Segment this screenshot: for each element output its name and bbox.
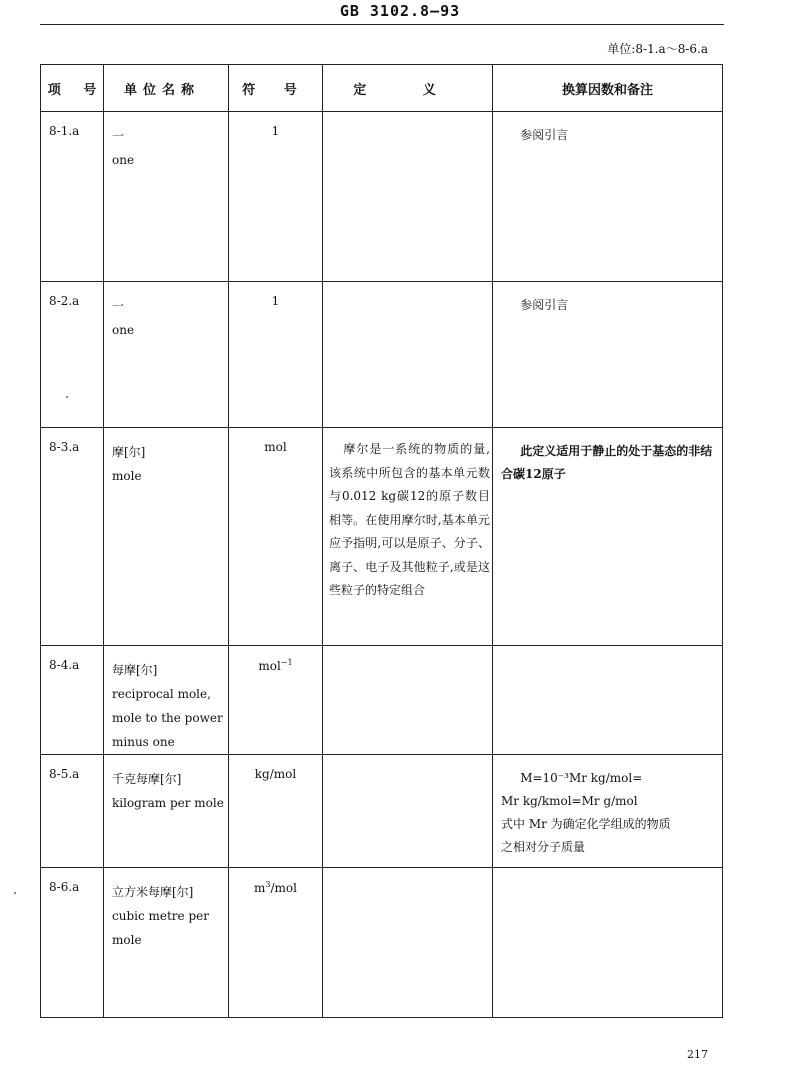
- unit-name-cn: 摩[尔]: [112, 445, 146, 459]
- symbol-base: m: [254, 881, 266, 895]
- cell-item: 8-6.a: [41, 868, 104, 1018]
- cell-notes: [493, 646, 723, 755]
- header-item-number: 项 号: [41, 65, 104, 112]
- table-row: [41, 755, 723, 868]
- table-header-row: [41, 65, 723, 112]
- symbol-base: mol: [258, 659, 281, 673]
- header-definition: 定 义: [323, 65, 493, 112]
- unit-range-label: 单位:8-1.a～8-6.a: [607, 42, 708, 56]
- unit-name-cn: 每摩[尔]: [112, 663, 158, 677]
- symbol-tail: /mol: [270, 881, 297, 895]
- cell-name: [104, 428, 229, 646]
- header-notes: 换算因数和备注: [493, 65, 723, 112]
- notes-line: 之相对分子质量: [501, 840, 586, 854]
- table-row: [41, 282, 723, 428]
- cell-name: [104, 755, 229, 868]
- notes-text: 参阅引言: [520, 128, 569, 142]
- unit-name-cn: 一: [112, 299, 125, 313]
- cell-symbol: mol: [229, 428, 323, 646]
- notes-text: 此定义适用于静止的处于基态的非结合碳12原子: [501, 444, 713, 481]
- symbol-exponent: 3: [265, 880, 271, 889]
- cell-symbol: 1: [229, 112, 323, 282]
- units-table: [40, 64, 723, 1018]
- definition-text: 摩尔是一系统的物质的量,该系统中所包含的基本单元数与0.012 kg碳12的原子数目相等。在使用摩尔时,基本单元应予指明,可以是原子、分子、离子、电子及其他粒子,或是这些粒子的特定组合: [329, 442, 490, 597]
- unit-name-en: mole: [112, 469, 142, 483]
- table-row: [41, 646, 723, 755]
- cell-definition: [323, 755, 493, 868]
- table-row: [41, 428, 723, 646]
- unit-name-cn: 立方米每摩[尔]: [112, 885, 194, 899]
- header-symbol: 符 号: [229, 65, 323, 112]
- unit-name-en: cubic metre per mole: [112, 909, 209, 947]
- scan-speck: [66, 396, 68, 398]
- notes-text: 参阅引言: [520, 298, 569, 312]
- unit-name-en: one: [112, 153, 135, 167]
- cell-notes: [493, 112, 723, 282]
- notes-line: M=10⁻³Mr kg/mol=: [520, 771, 643, 785]
- notes-line: 式中 Mr 为确定化学组成的物质: [501, 817, 671, 831]
- cell-name: [104, 282, 229, 428]
- cell-item: 8-1.a: [41, 112, 104, 282]
- cell-notes: [493, 428, 723, 646]
- cell-definition: [323, 646, 493, 755]
- header-unit-name: 单位名称: [104, 65, 229, 112]
- standard-code: GB 3102.8—93: [339, 2, 461, 20]
- cell-item: 8-2.a: [41, 282, 104, 428]
- cell-definition: [323, 282, 493, 428]
- cell-item: 8-5.a: [41, 755, 104, 868]
- cell-notes: [493, 755, 723, 868]
- cell-name: [104, 868, 229, 1018]
- page-number: 217: [687, 1048, 708, 1061]
- table-row: [41, 112, 723, 282]
- unit-name-en: reciprocal mole, mole to the power minus one: [112, 687, 223, 749]
- cell-symbol: [229, 868, 323, 1018]
- cell-definition: [323, 868, 493, 1018]
- table-row: [41, 868, 723, 1018]
- cell-name: [104, 112, 229, 282]
- notes-line: Mr kg/kmol=Mr g/mol: [501, 794, 638, 808]
- unit-name-en: kilogram per mole: [112, 796, 224, 810]
- cell-notes: [493, 282, 723, 428]
- unit-name-cn: 千克每摩[尔]: [112, 772, 182, 786]
- cell-definition: [323, 112, 493, 282]
- cell-item: 8-3.a: [41, 428, 104, 646]
- cell-notes: [493, 868, 723, 1018]
- cell-symbol: [229, 646, 323, 755]
- symbol-exponent: −1: [280, 658, 293, 667]
- header-rule: [40, 24, 724, 25]
- unit-name-en: one: [112, 323, 135, 337]
- cell-item: 8-4.a: [41, 646, 104, 755]
- unit-name-cn: 一: [112, 129, 125, 143]
- cell-symbol: 1: [229, 282, 323, 428]
- cell-definition: [323, 428, 493, 646]
- scan-speck: [14, 892, 16, 894]
- cell-name: [104, 646, 229, 755]
- cell-symbol: kg/mol: [229, 755, 323, 868]
